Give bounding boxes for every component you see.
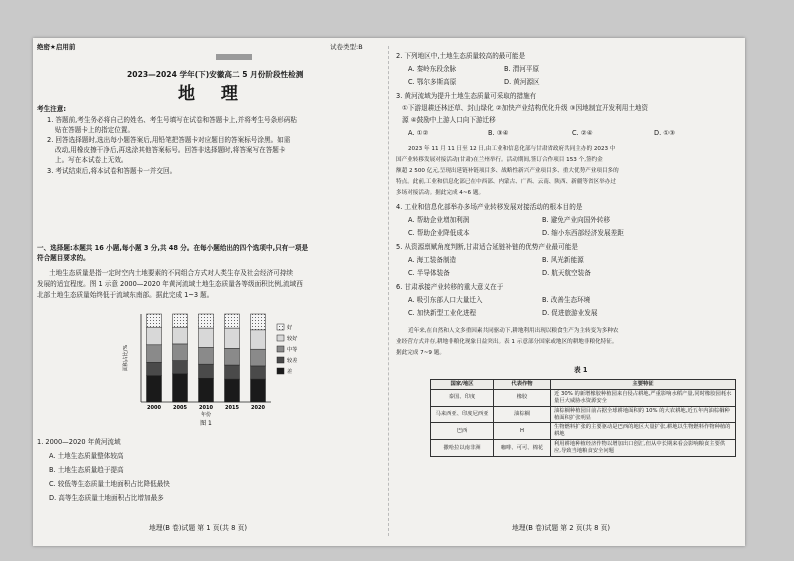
question-1-option-a: A. 土地生态质量整体较高 bbox=[49, 452, 124, 460]
question-4-option-a: A. 帮助企业增加利润 bbox=[408, 216, 470, 224]
bar-segment bbox=[173, 314, 188, 327]
question-3-statements: 源 ④鼓励中上游人口向下游迁移 bbox=[402, 116, 496, 124]
paper-type-label: 试卷类型:B bbox=[330, 43, 363, 51]
question-3-option-d: D. ①③ bbox=[654, 129, 676, 137]
notice-line: 上。写在本试卷上无效。 bbox=[55, 156, 128, 164]
question-3-option-a: A. ①② bbox=[408, 129, 429, 137]
table-cell: H bbox=[494, 423, 551, 440]
bar-segment bbox=[147, 345, 162, 363]
table-cell: 泰国、印度 bbox=[431, 389, 494, 406]
question-5-option-d: D. 航天航空装备 bbox=[542, 269, 591, 277]
bar-segment bbox=[199, 378, 214, 402]
legend-label: 较好 bbox=[287, 336, 298, 343]
bar-segment bbox=[199, 328, 214, 347]
question-4-option-d: D. 缩小东西部经济发展差距 bbox=[542, 229, 624, 237]
question-5-stem: 5. 从资源禀赋角度判断,甘肃适合延链补链的优势产业最可能是 bbox=[396, 243, 578, 251]
question-6-option-a: A. 吸引东部人口大量迁入 bbox=[408, 296, 483, 304]
redaction-bar bbox=[216, 54, 252, 60]
bar-segment bbox=[199, 347, 214, 364]
passage-line: 国产业转移发展对接活动(甘肃)在兰州举行。活动期间,签订合作项目 153 个,签约金 bbox=[396, 157, 603, 163]
table-row bbox=[431, 406, 736, 423]
bar-segment bbox=[147, 314, 162, 327]
table-title: 表 1 bbox=[574, 366, 588, 374]
chart-title: 图 1 bbox=[200, 420, 212, 426]
passage-line: 额超 2 500 亿元,呈现出延链补链项目多、战略性新兴产业项目多、重大优势产业项目多的 bbox=[396, 168, 619, 174]
question-1-option-b: B. 土地生态质量趋于提高 bbox=[49, 466, 124, 474]
secret-label: 绝密★启用前 bbox=[37, 43, 76, 51]
bar-segment bbox=[251, 379, 266, 402]
table-cell: 油棕榈种植园目前占据全球耕地面积的 10% 的大农耕地,近五年内油棕榈种植面积扩张明显 bbox=[551, 406, 736, 423]
bar-segment bbox=[147, 362, 162, 375]
table-cell: 咖啡、可可、棉花 bbox=[494, 440, 551, 457]
passage-line: 特点。此前,工业和信息化部已在中西部、内蒙古、广西、云南、陕西、新疆等省区举办过 bbox=[396, 179, 616, 185]
bar-segment bbox=[225, 314, 240, 328]
question-4-option-c: C. 帮助企业降低成本 bbox=[408, 229, 470, 237]
passage-line: 近年来,在自然和人文多重因素共同驱动下,耕地利用出现以粮食生产为主转变为多种农 bbox=[408, 328, 619, 334]
table-cell: 利用耕地种植经济作物以增加出口创汇,但从中长期来看会影响粮食主要供应,导致当地粮食安全问题 bbox=[551, 440, 736, 457]
x-tick-label: 2005 bbox=[173, 405, 187, 411]
y-axis-label: 面积占比/% bbox=[123, 344, 129, 372]
notice-line: 3. 考试结束后,将本试卷和答题卡一并交回。 bbox=[47, 167, 177, 175]
notice-line: 2. 回答选择题时,选出每小题答案后,用铅笔把答题卡对应题目的答案标号涂黑。如需 bbox=[47, 136, 291, 144]
question-3-statements: ①下游退耕还林还草、封山绿化 ②加快产业结构优化升级 ③因地制宜开发利用土地资 bbox=[402, 104, 649, 112]
table-row bbox=[431, 389, 736, 406]
question-2-option-a: A. 秦岭东段余脉 bbox=[408, 65, 457, 73]
question-3-stem: 3. 黄河流域为提升土地生态质量可采取的措施有 bbox=[396, 92, 537, 100]
question-6-option-c: C. 加快新型工业化进程 bbox=[408, 309, 477, 317]
bar-segment bbox=[173, 327, 188, 344]
x-axis-label: 年份 bbox=[200, 412, 212, 418]
bar-segment bbox=[173, 344, 188, 361]
passage-line: 多场对接活动。据此完成 4~6 题。 bbox=[396, 190, 485, 196]
table-cell: 橡胶 bbox=[494, 389, 551, 406]
question-6-stem: 6. 甘肃承接产业转移的重大意义在于 bbox=[396, 283, 504, 291]
stacked-bar-chart bbox=[119, 304, 309, 426]
legend-label: 差 bbox=[287, 369, 293, 376]
question-5-option-a: A. 海工装备制造 bbox=[408, 256, 457, 264]
bar-segment bbox=[225, 348, 240, 365]
question-3-option-c: C. ②④ bbox=[572, 129, 593, 137]
page-divider bbox=[388, 46, 389, 536]
bar-segment bbox=[251, 349, 266, 366]
notice-line: 贴在答题卡上的指定位置。 bbox=[55, 126, 135, 134]
exam-sheet bbox=[33, 38, 745, 546]
legend-label: 好 bbox=[287, 325, 293, 332]
legend-swatch bbox=[277, 357, 284, 363]
notice-line: 改动,用橡皮擦干净后,再选涂其他答案标号。回答非选择题时,将答案写在答题卡 bbox=[55, 146, 286, 154]
question-2-stem: 2. 下列地区中,土地生态质量较高的最可能是 bbox=[396, 52, 526, 60]
legend-label: 较差 bbox=[287, 358, 298, 365]
legend-swatch bbox=[277, 324, 284, 330]
bar-segment bbox=[199, 314, 214, 328]
question-4-stem: 4. 工业和信息化部举办多场产业转移发展对接活动的根本目的是 bbox=[396, 203, 583, 211]
question-1-option-d: D. 高等生态质量土地面积占比增加最多 bbox=[49, 494, 164, 502]
page-2 bbox=[330, 38, 745, 546]
bar-segment bbox=[251, 314, 266, 330]
table-cell: 油棕榈 bbox=[494, 406, 551, 423]
table-cell: 马来西亚、印度尼西亚 bbox=[431, 406, 494, 423]
x-tick-label: 2010 bbox=[199, 405, 213, 411]
bar-segment bbox=[251, 330, 266, 349]
page-footer: 地理(B 卷)试题 第 2 页(共 8 页) bbox=[512, 524, 611, 532]
table-row bbox=[431, 423, 736, 440]
bar-segment bbox=[199, 364, 214, 378]
section-heading-cont: 符合题目要求的。 bbox=[37, 254, 90, 262]
legend-swatch bbox=[277, 368, 284, 374]
legend-label: 中等 bbox=[287, 347, 298, 354]
table-header-row bbox=[431, 380, 736, 390]
table-cell: 巴西 bbox=[431, 423, 494, 440]
feature-table bbox=[430, 379, 736, 457]
intro-line: 发展的适宜程度。图 1 示意 2000—2020 年黄河流域土地生态质量各等级面积比例,流域西 bbox=[37, 280, 303, 288]
question-2-option-c: C. 鄂尔多斯高原 bbox=[408, 78, 457, 86]
intro-line: 北部土地生态质量始终低于流域东南部。据此完成 1~3 题。 bbox=[37, 291, 214, 299]
notice-title: 考生注意: bbox=[37, 105, 67, 113]
passage-line: 据此完成 7~9 题。 bbox=[396, 350, 445, 356]
notice-line: 1. 答题前,考生务必将自己的姓名、考生号填写在试卷和答题卡上,并将考生号条形码粘 bbox=[47, 116, 297, 124]
bar-segment bbox=[173, 361, 188, 374]
table-header: 国家/地区 bbox=[431, 380, 494, 390]
bar-segment bbox=[147, 327, 162, 345]
legend-swatch bbox=[277, 346, 284, 352]
question-1-stem: 1. 2000—2020 年黄河流域 bbox=[37, 438, 121, 446]
x-tick-label: 2000 bbox=[147, 405, 161, 411]
question-4-option-b: B. 避免产业向国外转移 bbox=[542, 216, 611, 224]
x-tick-label: 2015 bbox=[225, 405, 239, 411]
bar-segment bbox=[251, 366, 266, 379]
subject-title: 地 理 bbox=[178, 84, 248, 104]
page-footer: 地理(B 卷)试题 第 1 页(共 8 页) bbox=[149, 524, 248, 532]
table-cell: 撒哈拉以南非洲 bbox=[431, 440, 494, 457]
table-row bbox=[431, 440, 736, 457]
bar-segment bbox=[225, 365, 240, 379]
bar-segment bbox=[173, 374, 188, 402]
bar-segment bbox=[225, 379, 240, 402]
passage-line: 业经营方式并存,耕地非粮化现象日益突出。表 1 示意部分国家或地区的耕地非粮化特征。 bbox=[396, 339, 618, 345]
section-heading: 一、选择题:本题共 16 小题,每小题 3 分,共 48 分。在每小题给出的四个选项中,只有一项是 bbox=[37, 244, 309, 252]
question-2-option-b: B. 渭河平原 bbox=[504, 65, 540, 73]
legend-swatch bbox=[277, 335, 284, 341]
page-1 bbox=[33, 38, 386, 546]
table-header: 主要特征 bbox=[551, 380, 736, 390]
table-cell: 生物燃料扩张的主要驱动是巴西的地区大量扩张,耕地以生物燃料作物种植的耕地 bbox=[551, 423, 736, 440]
question-5-option-b: B. 风光新能源 bbox=[542, 256, 584, 264]
passage-line: 2023 年 11 月 11 日至 12 日,由工业和信息化部与甘肃省政府共同主办的 2023 中 bbox=[408, 146, 616, 152]
question-6-option-d: D. 促进旅游业发展 bbox=[542, 309, 598, 317]
bar-segment bbox=[225, 328, 240, 348]
question-2-option-d: D. 黄河源区 bbox=[504, 78, 540, 86]
bar-segment bbox=[147, 376, 162, 402]
x-tick-label: 2020 bbox=[251, 405, 265, 411]
question-6-option-b: B. 改善生态环境 bbox=[542, 296, 591, 304]
exam-title: 2023—2024 学年(下)安徽高二 5 月份阶段性检测 bbox=[127, 70, 304, 79]
intro-line: 土地生态质量是指一定时空内土地要素的不同组合方式对人类生存及社会经济可持续 bbox=[49, 269, 293, 277]
table-cell: 近 30% 的新增橡胶种植园来自侵占耕地,严重影响水稻产量,同时橡胶园耗水量巨大威胁水资源安全 bbox=[551, 389, 736, 406]
table-header: 代表作物 bbox=[494, 380, 551, 390]
question-3-option-b: B. ③④ bbox=[488, 129, 509, 137]
question-5-option-c: C. 半导体装备 bbox=[408, 269, 450, 277]
question-1-option-c: C. 较低等生态质量土地面积占比降低最快 bbox=[49, 480, 170, 488]
